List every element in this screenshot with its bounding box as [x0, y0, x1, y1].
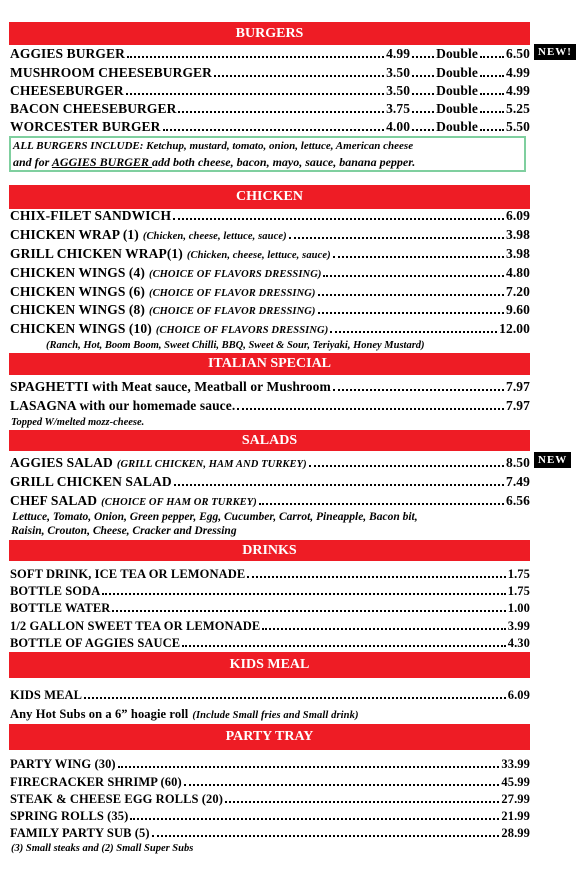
menu-item-kids-meal: KIDS MEAL 6.09	[10, 688, 530, 702]
salad-toppings-line2: Raisin, Crouton, Cheese, Cracker and Dressing	[11, 525, 237, 537]
burger-includes-box	[9, 136, 526, 172]
menu-item-family-party-sub: FAMILY PARTY SUB (5) 28.99	[10, 826, 530, 840]
menu-item-soft-drink: SOFT DRINK, ICE TEA OR LEMONADE 1.75	[10, 567, 530, 581]
section-header-chicken: CHICKEN	[9, 185, 530, 209]
menu-item-bottle-soda: BOTTLE SODA 1.75	[10, 584, 530, 598]
menu-item-chix-filet: CHIX-FILET SANDWICH 6.09	[10, 208, 530, 223]
menu-item-chicken-wings-4: CHICKEN WINGS (4) (CHOICE OF FLAVORS DRESSING) 4.80	[10, 265, 530, 280]
section-header-burgers: BURGERS	[9, 22, 530, 45]
menu-item-mushroom-cheeseburger: MUSHROOM CHEESEBURGER 3.50 Double 4.99	[10, 65, 530, 80]
section-header-drinks: DRINKS	[9, 540, 530, 561]
menu-item-spring-rolls: SPRING ROLLS (35) 21.99	[10, 809, 530, 823]
menu-item-chicken-wrap: CHICKEN WRAP (1) (Chicken, cheese, lettuce, sauce) 3.98	[10, 227, 530, 242]
menu-item-spaghetti: SPAGHETTI with Meat sauce, Meatball or Mushroom 7.97	[10, 379, 530, 394]
italian-note: Topped W/melted mozz-cheese.	[11, 417, 145, 428]
menu-item-chicken-wings-6: CHICKEN WINGS (6) (CHOICE OF FLAVOR DRESSING) 7.20	[10, 284, 530, 299]
menu-item-chef-salad: CHEF SALAD (CHOICE OF HAM OR TURKEY) 6.56	[10, 493, 530, 508]
item-name: AGGIES BURGER	[10, 46, 125, 61]
menu-item-bottle-water: BOTTLE WATER 1.00	[10, 601, 530, 615]
menu-item-lasagna: LASAGNA with our homemade sauce. 7.97	[10, 398, 530, 413]
menu-item-worcester-burger: WORCESTER BURGER 4.00 Double 5.50	[10, 119, 530, 134]
menu-item-half-gallon: 1/2 GALLON SWEET TEA OR LEMONADE 3.99	[10, 619, 530, 633]
section-header-salads: SALADS	[9, 430, 530, 451]
menu-item-aggies-salad: AGGIES SALAD (GRILL CHICKEN, HAM AND TURKEY) 8.50	[10, 455, 530, 470]
menu-item-firecracker-shrimp: FIRECRACKER SHRIMP (60) 45.99	[10, 775, 530, 789]
burger-includes-line2: and for AGGIES BURGER add both cheese, bacon, mayo, sauce, banana pepper.	[13, 155, 416, 169]
menu-item-aggies-sauce: BOTTLE OF AGGIES SAUCE 4.30	[10, 636, 530, 650]
section-header-kids: KIDS MEAL	[9, 652, 530, 678]
section-header-party: PARTY TRAY	[9, 724, 530, 750]
party-sub-note: (3) Small steaks and (2) Small Super Subs	[11, 843, 194, 854]
burger-includes-line1: ALL BURGERS INCLUDE: Ketchup, mustard, tomato, onion, lettuce, American cheese	[13, 140, 414, 152]
menu-item-cheeseburger: CHEESEBURGER 3.50 Double 4.99	[10, 83, 530, 98]
menu-item-steak-egg-rolls: STEAK & CHEESE EGG ROLLS (20) 27.99	[10, 792, 530, 806]
menu-item-chicken-wings-10: CHICKEN WINGS (10) (CHOICE OF FLAVORS DRESSING) 12.00	[10, 321, 530, 336]
salad-toppings-line1: Lettuce, Tomato, Onion, Green pepper, Egg, Cucumber, Carrot, Pineapple, Bacon bit,	[12, 511, 418, 523]
menu-item-grill-chicken-salad: GRILL CHICKEN SALAD 7.49	[10, 474, 530, 489]
chicken-flavors-note: (Ranch, Hot, Boom Boom, Sweet Chilli, BBQ, Sweet & Sour, Teriyaki, Honey Mustard)	[46, 340, 425, 351]
menu-item-aggies-burger: AGGIES BURGER 4.99 Double 6.50	[10, 46, 530, 61]
section-header-italian: ITALIAN SPECIAL	[9, 353, 530, 375]
menu-item-chicken-wings-8: CHICKEN WINGS (8) (CHOICE OF FLAVOR DRESSING) 9.60	[10, 302, 530, 317]
new-badge: NEW	[534, 452, 571, 468]
new-badge: NEW!	[534, 44, 576, 60]
menu-item-grill-chicken-wrap: GRILL CHICKEN WRAP(1) (Chicken, cheese, lettuce, sauce) 3.98	[10, 246, 530, 261]
menu-item-bacon-cheeseburger: BACON CHEESEBURGER 3.75 Double 5.25	[10, 101, 530, 116]
kids-hot-subs: Any Hot Subs on a 6” hoagie roll (Include Small fries and Small drink)	[10, 707, 359, 721]
menu-item-party-wing: PARTY WING (30) 33.99	[10, 757, 530, 771]
